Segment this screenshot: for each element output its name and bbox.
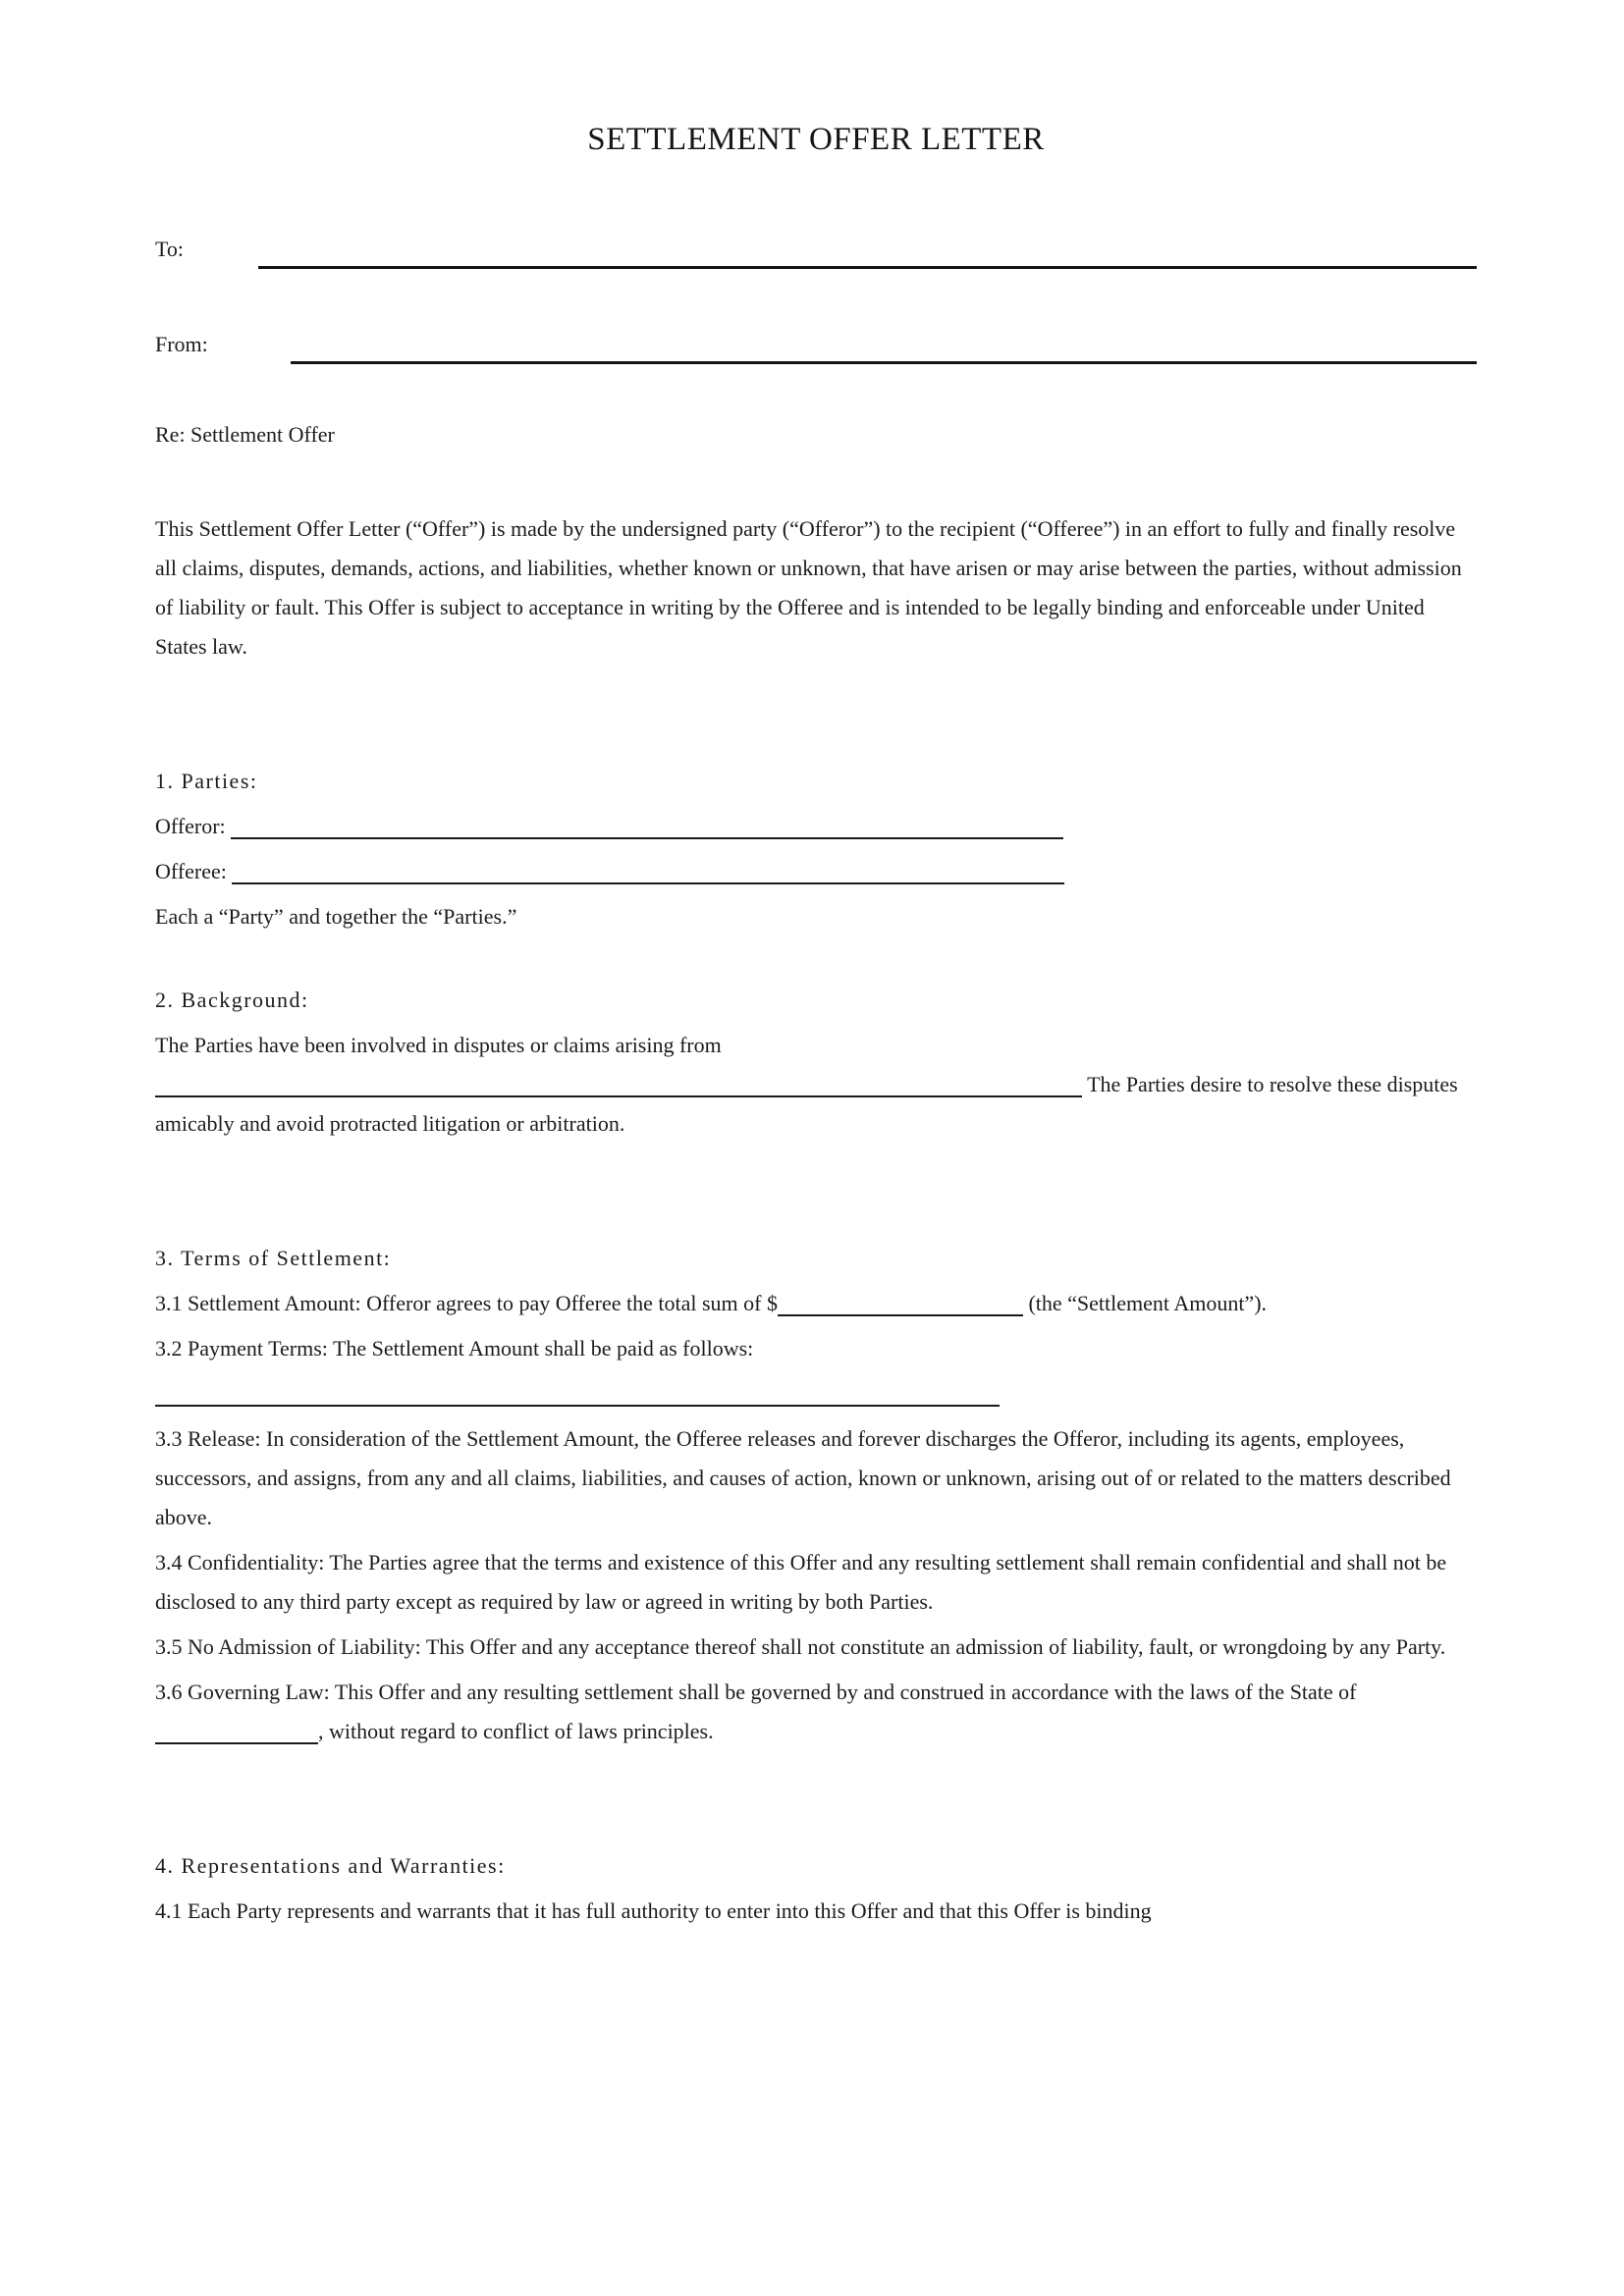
term-payment-terms: 3.2 Payment Terms: The Settlement Amount shall be paid as follows: [155,1336,754,1361]
settlement-amount-suffix-text: (the “Settlement Amount”). [1028,1291,1268,1315]
to-label: To: [155,237,185,261]
representation-item-41: 4.1 Each Party represents and warrants that it has full authority to enter into this Offer and that this Offer is binding [155,1898,1152,1923]
offeree-field-row [155,852,1477,891]
state-blank-line[interactable] [155,1717,318,1744]
to-blank-line[interactable] [258,230,1477,269]
offeree-blank-line[interactable] [232,857,1064,884]
term-settlement-amount [155,1284,1477,1323]
term-confidentiality: 3.4 Confidentiality: The Parties agree that the terms and existence of this Offer and any resulting settlement shall remain confidential and shall not be disclosed to any third party except as required by law or agreed in writing by both Parties. [155,1550,1447,1614]
background-tail-text: The Parties desire to resolve these disputes amicably and avoid protracted litigation or arbitration. [155,1072,1458,1136]
section-heading-parties: 1. Parties: [155,769,258,793]
re-subject-line: Re: Settlement Offer [155,422,335,447]
payment-terms-blank-row [155,1374,1477,1414]
from-label: From: [155,332,208,356]
settlement-amount-prefix-text: 3.1 Settlement Amount: Offeror agrees to pay Offeree the total sum of $ [155,1291,778,1315]
document-title: SETTLEMENT OFFER LETTER [587,122,1045,157]
settlement-amount-blank[interactable] [778,1289,1023,1316]
from-field-row [155,325,1477,364]
section-heading-background: 2. Background: [155,988,309,1012]
section-heading-terms: 3. Terms of Settlement: [155,1246,392,1270]
term-governing-law [155,1673,1477,1751]
offeror-blank-line[interactable] [231,812,1063,839]
section-heading-representations: 4. Representations and Warranties: [155,1853,506,1878]
background-blank-line[interactable] [155,1070,1082,1097]
parties-note: Each a “Party” and together the “Parties.” [155,904,517,929]
from-blank-line[interactable] [291,325,1477,364]
offeree-label: Offeree: [155,859,227,883]
offeror-field-row [155,807,1477,846]
term-release: 3.3 Release: In consideration of the Settlement Amount, the Offeree releases and forever discharges the Offeror, including its agents, employees, successors, and assigns, from any and all claims, liabilities, and causes of action, known or unknown, arising out of or related to the matters described above. [155,1426,1451,1529]
governing-law-prefix-text: 3.6 Governing Law: This Offer and any resulting settlement shall be governed by and construed in accordance with the laws of the State of [155,1680,1357,1704]
intro-paragraph: This Settlement Offer Letter (“Offer”) is made by the undersigned party (“Offeror”) to the recipient (“Offeree”) in an effort to fully and finally resolve all claims, disputes, demands, actions, and liabilities, whether known or unknown, that have arisen or may arise between the parties, without admission of liability or fault. This Offer is subject to acceptance in writing by the Offeree and is intended to be legally binding and enforceable under United States law. [155,516,1462,659]
term-no-admission: 3.5 No Admission of Liability: This Offer and any acceptance thereof shall not constitute an admission of liability, fault, or wrongdoing by any Party. [155,1634,1446,1659]
to-field-row [155,230,1477,269]
offeror-label: Offeror: [155,814,226,838]
governing-law-suffix-text: , without regard to conflict of laws principles. [318,1719,714,1743]
payment-terms-blank-line[interactable] [155,1379,1000,1407]
background-paragraph [155,1026,1477,1144]
background-lead-text: The Parties have been involved in disputes or claims arising from [155,1033,722,1057]
